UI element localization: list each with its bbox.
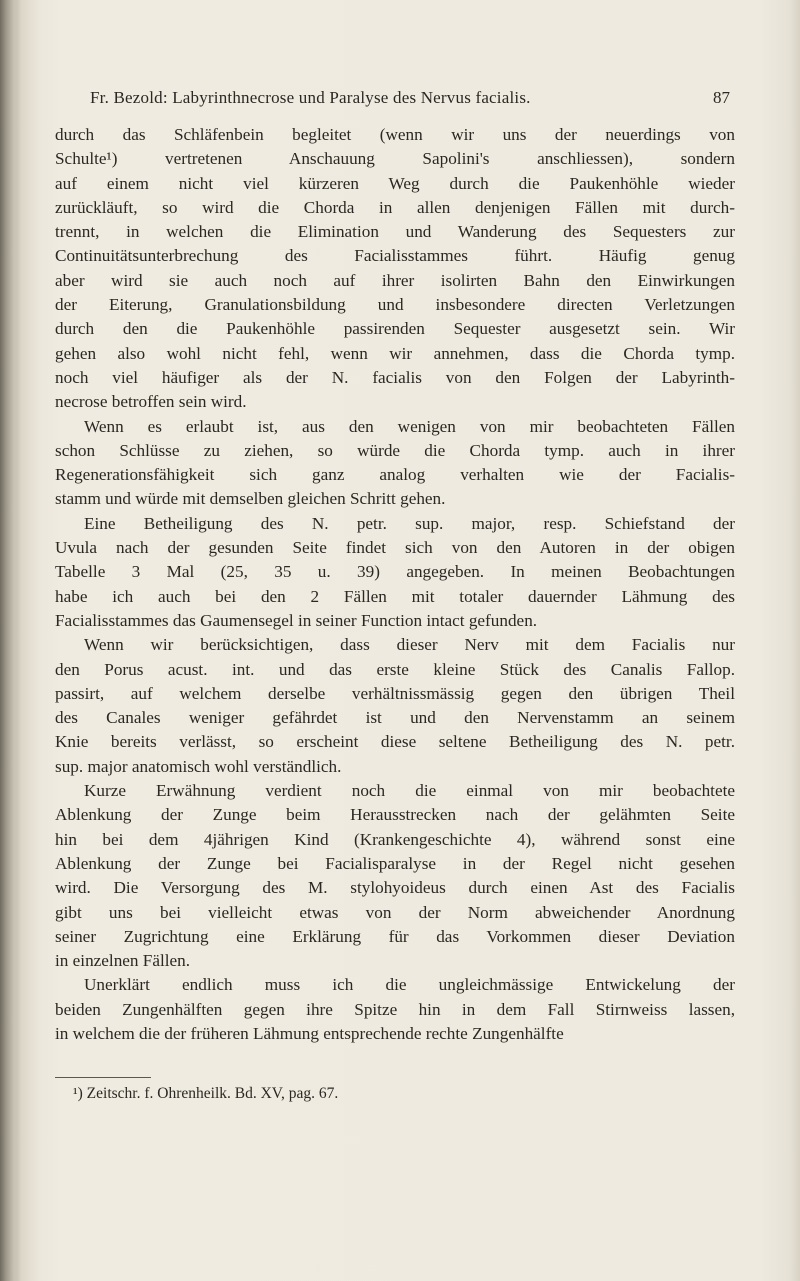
text-line: Regenerationsfähigkeit sich ganz analog verhalten wie der Facialis-	[55, 465, 735, 485]
text-line: habe ich auch bei den 2 Fällen mit totaler dauernder Lähmung des	[55, 586, 735, 606]
text-line: Facialisstammes das Gaumensegel in seiner Function intact gefunden.	[55, 610, 538, 630]
text-line: Uvula nach der gesunden Seite findet sich von den Autoren in der obigen	[55, 538, 735, 558]
text-line: wird. Die Versorgung des M. stylohyoideus durch einen Ast des Facialis	[55, 878, 735, 898]
text-line: passirt, auf welchem derselbe verhältnissmässig gegen den übrigen Theil	[55, 683, 735, 703]
paragraph	[55, 512, 735, 633]
text-line: in welchem die der früheren Lähmung entsprechende rechte Zungenhälfte	[55, 1023, 564, 1043]
body-text	[55, 123, 735, 1046]
text-line: Unerklärt endlich muss ich die ungleichmässige Entwickelung der	[84, 975, 735, 995]
text-line: seiner Zugrichtung eine Erklärung für das Vorkommen dieser Deviation	[55, 926, 735, 946]
text-line: sup. major anatomisch wohl verständlich.	[55, 756, 342, 776]
text-line: durch den die Paukenhöhle passirenden Sequester ausgesetzt sein. Wir	[55, 319, 735, 339]
text-line: schon Schlüsse zu ziehen, so würde die Chorda tymp. auch in ihrer	[55, 440, 735, 460]
text-line: zurückläuft, so wird die Chorda in allen denjenigen Fällen mit durch-	[55, 197, 735, 217]
text-line: den Porus acust. int. und das erste kleine Stück des Canalis Fallop.	[55, 659, 735, 679]
paragraph	[55, 779, 735, 973]
text-line: in einzelnen Fällen.	[55, 951, 191, 971]
paragraph	[55, 973, 735, 1046]
page-header	[90, 88, 730, 114]
text-line: Continuitätsunterbrechung des Facialisstammes führt. Häufig genug	[55, 246, 735, 266]
text-line: necrose betroffen sein wird.	[55, 392, 247, 412]
text-line: stamm und würde mit demselben gleichen Schritt gehen.	[55, 489, 446, 509]
page-number: 87	[713, 88, 730, 107]
text-line: aber wird sie auch noch auf ihrer isolirten Bahn den Einwirkungen	[55, 270, 735, 290]
footnote: ¹) Zeitschr. f. Ohrenheilk. Bd. XV, pag. 67.	[73, 1085, 339, 1102]
text-line: beiden Zungenhälften gegen ihre Spitze hin in dem Fall Stirnweiss lassen,	[55, 999, 735, 1019]
text-line: hin bei dem 4jährigen Kind (Krankengeschichte 4), während sonst eine	[55, 829, 735, 849]
text-line: der Eiterung, Granulationsbildung und insbesondere directen Verletzungen	[55, 295, 735, 315]
paragraph	[55, 633, 735, 779]
text-line: noch viel häufiger als der N. facialis von den Folgen der Labyrinth-	[55, 367, 735, 387]
text-line: trennt, in welchen die Elimination und Wanderung des Sequesters zur	[55, 222, 735, 242]
text-line: des Canales weniger gefährdet ist und den Nervenstamm an seinem	[55, 708, 735, 728]
text-line: Eine Betheiligung des N. petr. sup. major, resp. Schiefstand der	[84, 513, 735, 533]
text-line: Wenn wir berücksichtigen, dass dieser Nerv mit dem Facialis nur	[84, 635, 735, 655]
text-line: gibt uns bei vielleicht etwas von der Norm abweichender Anordnung	[55, 902, 735, 922]
text-line: Kurze Erwähnung verdient noch die einmal von mir beobachtete	[84, 781, 735, 801]
text-line: Knie bereits verlässt, so erscheint diese seltene Betheiligung des N. petr.	[55, 732, 735, 752]
text-line: Ablenkung der Zunge bei Facialisparalyse in der Regel nicht gesehen	[55, 853, 735, 873]
text-line: Schulte¹) vertretenen Anschauung Sapolini's anschliessen), sondern	[55, 149, 735, 169]
text-line: auf einem nicht viel kürzeren Weg durch die Paukenhöhle wieder	[55, 173, 735, 193]
text-line: Tabelle 3 Mal (25, 35 u. 39) angegeben. In meinen Beobachtungen	[55, 562, 735, 582]
running-head: Fr. Bezold: Labyrinthnecrose und Paralyse des Nervus facialis.	[90, 88, 531, 107]
paragraph	[55, 123, 735, 415]
book-spine-shadow	[0, 0, 20, 1281]
text-line: durch das Schläfenbein begleitet (wenn wir uns der neuerdings von	[55, 125, 735, 144]
paragraph	[55, 415, 735, 512]
footnote-rule	[55, 1077, 151, 1078]
text-line: Wenn es erlaubt ist, aus den wenigen von mir beobachteten Fällen	[84, 416, 735, 436]
text-line: gehen also wohl nicht fehl, wenn wir annehmen, dass die Chorda tymp.	[55, 343, 735, 363]
text-line: Ablenkung der Zunge beim Herausstrecken nach der gelähmten Seite	[55, 805, 735, 825]
